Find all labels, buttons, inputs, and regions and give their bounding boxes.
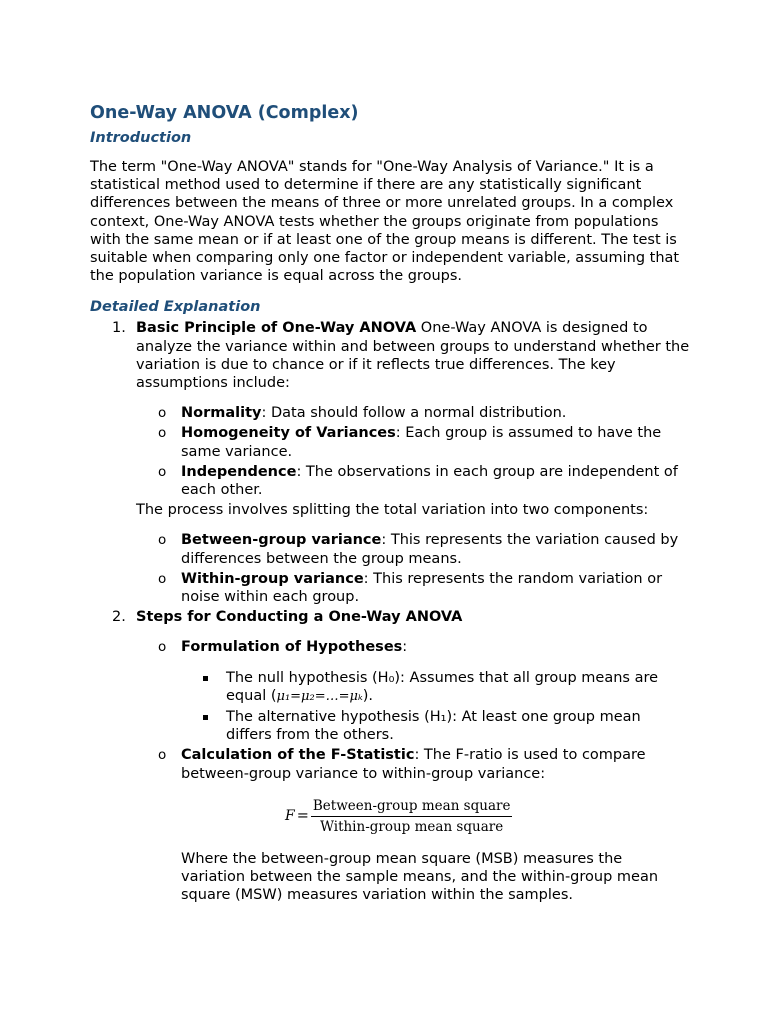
process-text: The process involves splitting the total variation into two components: [136, 502, 649, 519]
component-item [136, 570, 690, 606]
assumption-text: : The observations in each group are independent of each other. [181, 463, 678, 499]
assumption-title: Normality [181, 405, 262, 422]
formula-fraction [311, 797, 513, 836]
components-list [136, 531, 690, 606]
component-item [136, 531, 690, 567]
square-bullet-icon [203, 676, 208, 681]
detailed-explanation-heading: Detailed Explanation [90, 299, 261, 316]
step-title: Calculation of the F-Statistic [181, 747, 415, 764]
item-body: One-Way ANOVA is designed to analyze the variance within and between groups to understand whether the variation is due to chance or if it reflects true differences. The key assumptions include: [136, 320, 690, 392]
bullet-marker: o [158, 639, 167, 656]
formula-equals: = [296, 808, 309, 825]
bullet-marker: o [158, 405, 167, 422]
formula-lhs: F [285, 808, 295, 825]
hypothesis-item [181, 708, 690, 744]
item-text [136, 320, 689, 391]
assumption-text: : Data should follow a normal distribution. [261, 405, 567, 422]
assumption-text: : Each group is assumed to have the same variance. [181, 425, 662, 460]
formula-denominator: Within-group mean square [320, 818, 504, 835]
document-page [90, 100, 690, 905]
hypotheses-list [181, 669, 690, 745]
step-text: : The F-ratio is used to compare between-group variance to within-group variance: [181, 747, 646, 782]
steps-list [136, 638, 690, 904]
assumption-item [136, 424, 690, 460]
list-item-steps [90, 608, 690, 904]
formula-explanation: Where the between-group mean square (MSB) measures the variation between the sample means, and the within-group mean square (MSW) measures variation within the samples. [181, 850, 659, 904]
component-text: : This represents the random variation or noise within each group. [181, 570, 663, 606]
bullet-marker: o [158, 747, 167, 764]
assumption-item [136, 463, 690, 499]
step-item [136, 638, 690, 744]
component-title: Between-group variance [181, 532, 382, 549]
null-hypothesis-math: μ₁=μ₂=…=μₖ [276, 688, 363, 704]
bullet-marker: o [158, 570, 167, 587]
step-title: Formulation of Hypotheses [181, 639, 403, 656]
f-statistic-formula [285, 797, 690, 836]
bullet-marker: o [158, 532, 167, 549]
hypothesis-item [181, 669, 690, 706]
assumption-item [136, 404, 690, 422]
bullet-marker: o [158, 425, 167, 442]
alt-hypothesis-text: The alternative hypothesis (H₁): At least one group mean differs from the others. [226, 709, 641, 744]
component-title: Within-group variance [181, 570, 364, 587]
item-bold-title: Steps for Conducting a One-Way ANOVA [136, 609, 463, 626]
null-hypothesis-suffix: ). [362, 687, 373, 704]
formula-numerator: Between-group mean square [311, 797, 513, 817]
list-number: 1. [112, 320, 126, 337]
assumptions-list [136, 404, 690, 499]
introduction-heading: Introduction [90, 130, 192, 146]
list-number: 2. [112, 609, 126, 626]
null-hypothesis-text: The null hypothesis (H₀): Assumes that all group means are equal ( [226, 669, 659, 704]
assumption-title: Homogeneity of Variances [181, 425, 396, 442]
main-numbered-list [90, 319, 690, 904]
square-bullet-icon [203, 715, 208, 720]
introduction-paragraph: The term "One-Way ANOVA" stands for "One-Way Analysis of Variance." It is a statistical method used to determine if there are any statistically significant differences between the means of three or more unrelated groups. In a complex context, One-Way ANOVA tests whether the groups originate from populations with the same mean or if at least one of the group means is different. The test is suitable when comparing only one factor or independent variable, assuming that the population variance is equal across the groups. [90, 159, 680, 285]
assumption-title: Independence [181, 463, 297, 480]
component-text: : This represents the variation caused by differences between the group means. [181, 532, 679, 567]
bullet-marker: o [158, 463, 167, 480]
step-text: : [402, 639, 408, 656]
item-bold-title: Basic Principle of One-Way ANOVA [136, 320, 417, 337]
step-item [136, 746, 690, 904]
page-title: One-Way ANOVA (Complex) [90, 103, 359, 123]
list-item-basic-principle [90, 319, 690, 606]
